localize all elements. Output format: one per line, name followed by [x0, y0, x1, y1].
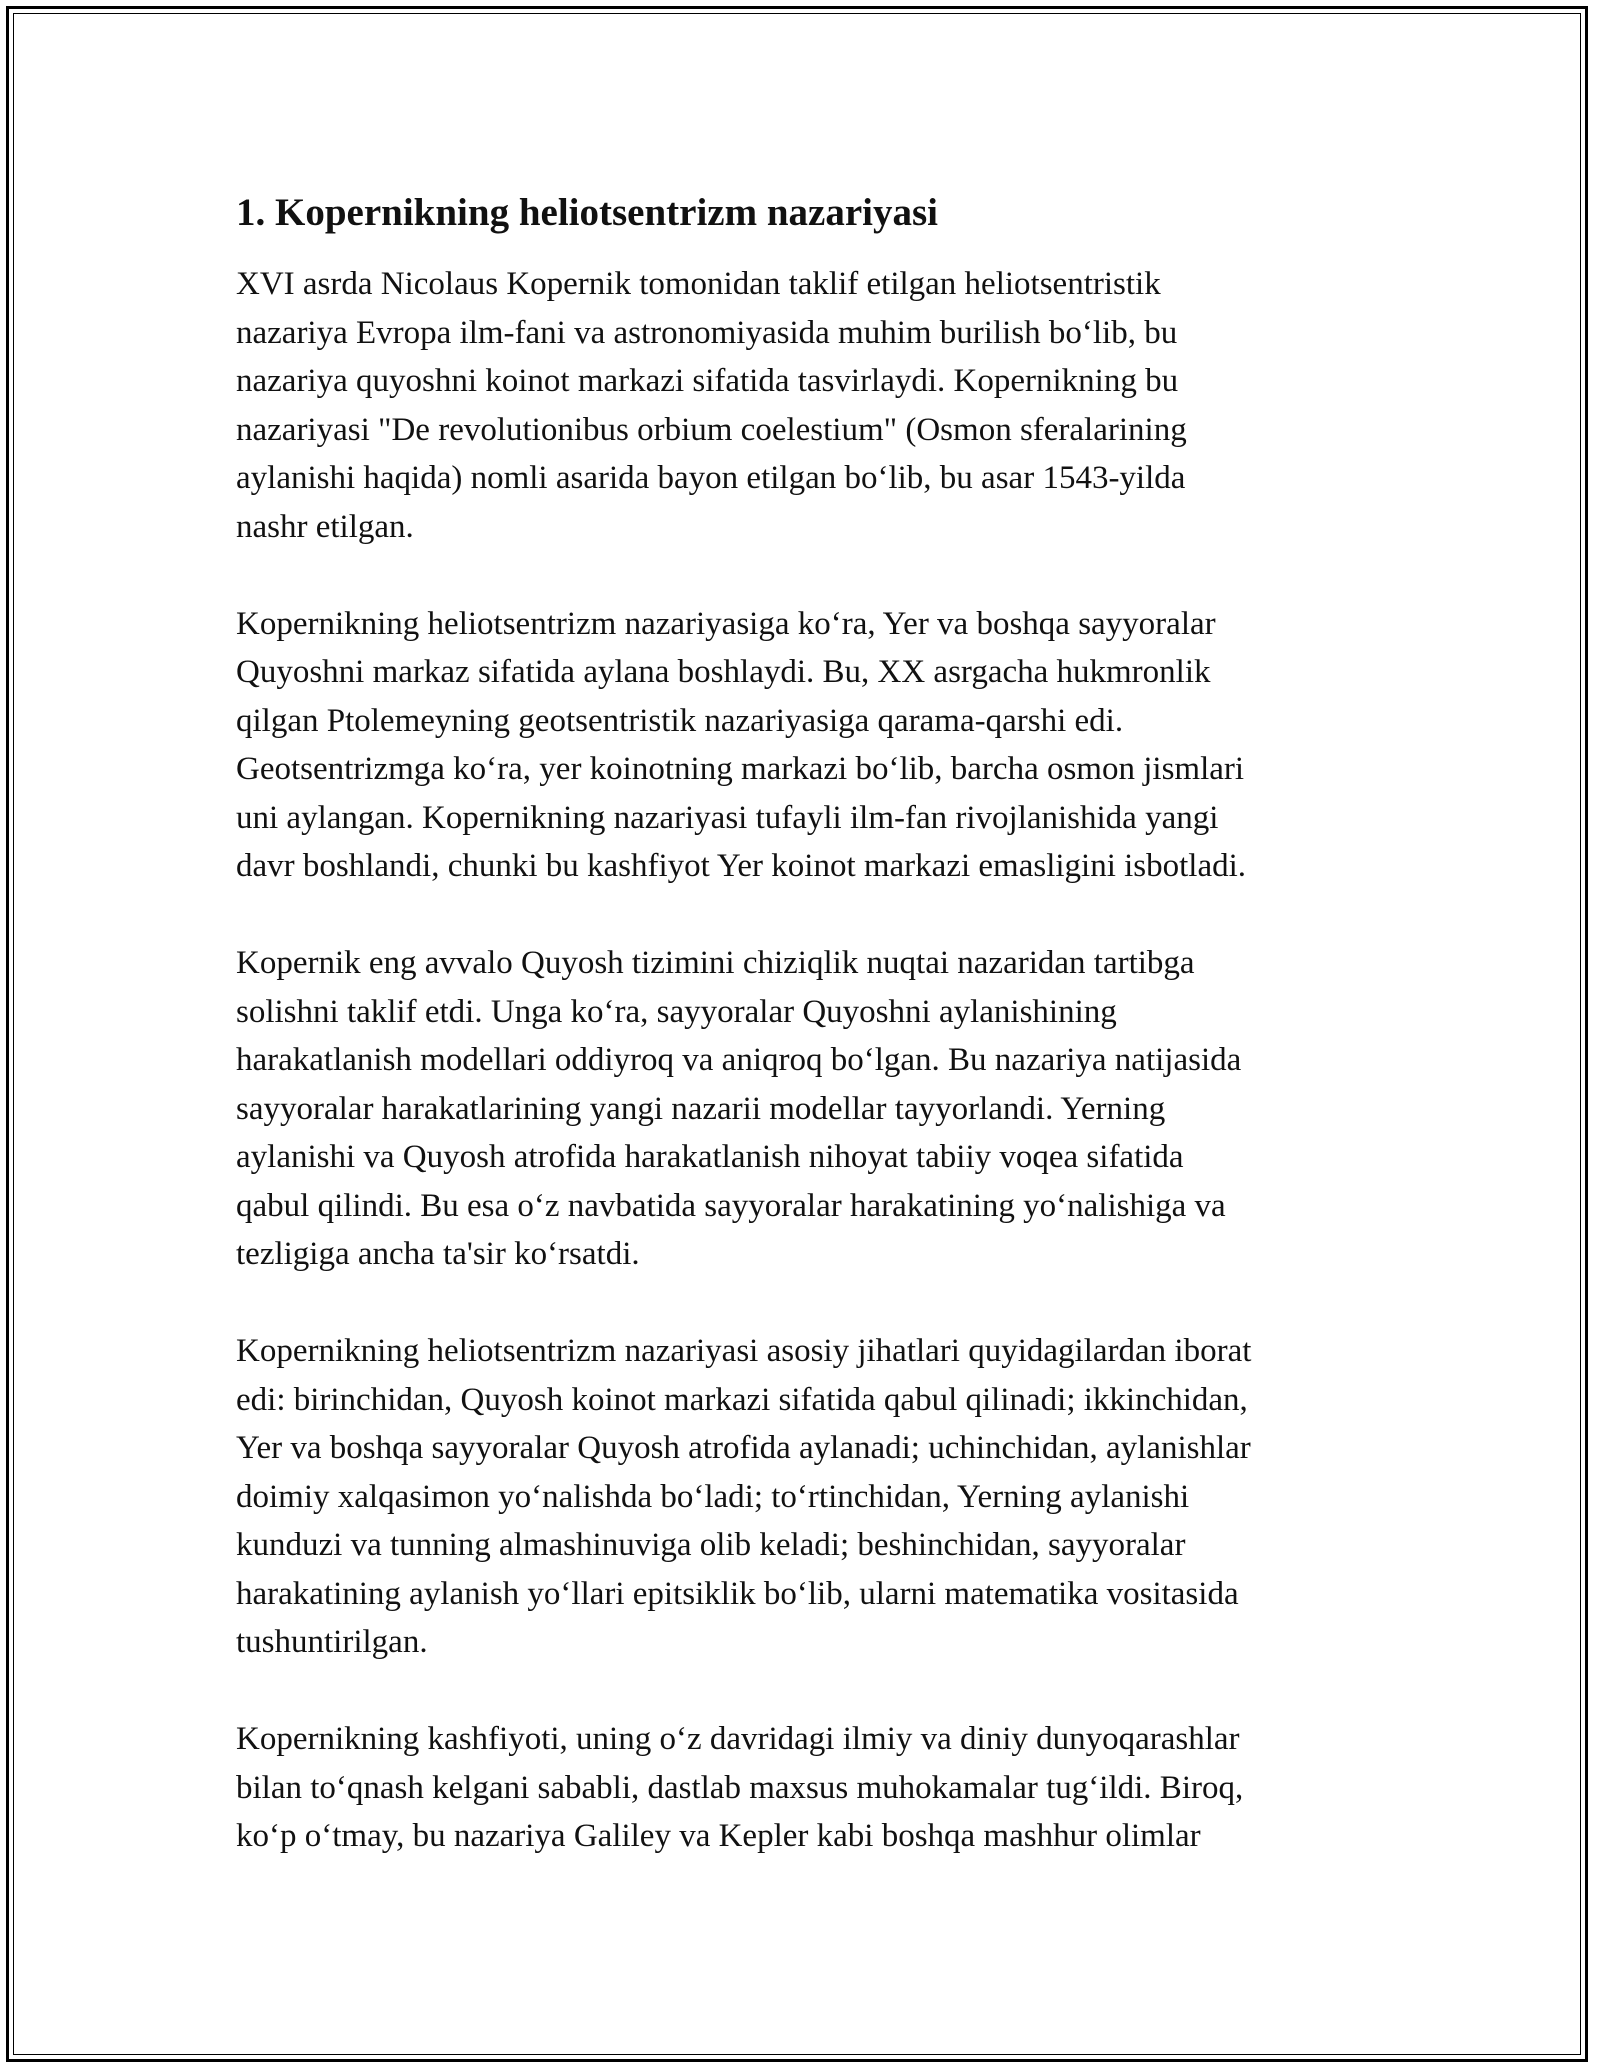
text-line: sayyoralar harakatlarining yangi nazarii modellar tayyorlandi. Yerning: [236, 1090, 1166, 1127]
paragraph: [236, 600, 1376, 891]
text-line: Geotsentrizmga ko‘ra, yer koinotning markazi bo‘lib, barcha osmon jismlari: [236, 751, 1245, 787]
text-line: nazariya Evropa ilm-fani va astronomiyasida muhim burilish bo‘lib, bu: [236, 314, 1178, 351]
paragraph: [236, 939, 1376, 1279]
text-line: Kopernik eng avvalo Quyosh tizimini chiziqlik nuqtai nazaridan tartibga: [236, 945, 1195, 981]
text-line: harakatlanish modellari oddiyroq va aniqroq bo‘lgan. Bu nazariya natijasida: [236, 1042, 1242, 1078]
text-line: qabul qilindi. Bu esa o‘z navbatida sayyoralar harakatining yo‘nalishiga va: [236, 1187, 1226, 1224]
text-line: doimiy xalqasimon yo‘nalishda bo‘ladi; to‘rtinchidan, Yerning aylanishi: [236, 1478, 1190, 1515]
text-line: bilan to‘qnash kelgani sababli, dastlab maxsus muhokamalar tug‘ildi. Biroq,: [236, 1769, 1244, 1806]
paragraph-spacer: [236, 1667, 1376, 1716]
text-line: qilgan Ptolemeyning geotsentristik nazariyasiga qarama-qarshi edi.: [236, 702, 1124, 739]
text-line: davr boshlandi, chunki bu kashfiyot Yer koinot markazi emasligini isbotladi.: [236, 848, 1247, 884]
text-line: edi: birinchidan, Quyosh koinot markazi sifatida qabul qilinadi; ikkinchidan,: [236, 1381, 1248, 1418]
paragraph-spacer: [236, 891, 1376, 940]
text-line: XVI asrda Nicolaus Kopernik tomonidan taklif etilgan heliotsentristik: [236, 266, 1161, 302]
text-line: uni aylangan. Kopernikning nazariyasi tufayli ilm-fan rivojlanishida yangi: [236, 799, 1219, 836]
text-line: solishni taklif etdi. Unga ko‘ra, sayyoralar Quyoshni aylanishining: [236, 993, 1117, 1030]
text-line: aylanishi haqida) nomli asarida bayon etilgan bo‘lib, bu asar 1543-yilda: [236, 460, 1186, 496]
section-heading: 1. Kopernikning heliotsentrizm nazariyasi: [236, 191, 938, 234]
text-line: kunduzi va tunning almashinuviga olib keladi; beshinchidan, sayyoralar: [236, 1527, 1186, 1563]
paragraph-spacer: [236, 551, 1376, 600]
text-line: aylanishi va Quyosh atrofida harakatlanish nihoyat tabiiy voqea sifatida: [236, 1139, 1184, 1175]
paragraph: [236, 1715, 1376, 1861]
text-line: nashr etilgan.: [236, 508, 414, 545]
paragraph: [236, 260, 1376, 551]
text-line: Yer va boshqa sayyoralar Quyosh atrofida aylanadi; uchinchidan, aylanishlar: [236, 1430, 1251, 1466]
document-body: [236, 186, 1376, 1861]
text-line: harakatining aylanish yo‘llari epitsiklik bo‘lib, ularni matematika vositasida: [236, 1575, 1239, 1612]
paragraph-spacer: [236, 1279, 1376, 1328]
text-line: tezligiga ancha ta'sir ko‘rsatdi.: [236, 1236, 640, 1272]
text-line: Kopernikning heliotsentrizm nazariyasi asosiy jihatlari quyidagilardan iborat: [236, 1333, 1252, 1369]
text-line: nazariyasi "De revolutionibus orbium coelestium" (Osmon sferalarining: [236, 411, 1187, 448]
text-line: Kopernikning kashfiyoti, uning o‘z davridagi ilmiy va diniy dunyoqarashlar: [236, 1721, 1240, 1757]
paragraph: [236, 1327, 1376, 1667]
text-line: Quyoshni markaz sifatida aylana boshlaydi. Bu, XX asrgacha hukmronlik: [236, 654, 1211, 690]
text-line: Kopernikning heliotsentrizm nazariyasiga ko‘ra, Yer va boshqa sayyoralar: [236, 605, 1216, 642]
text-line: ko‘p o‘tmay, bu nazariya Galiley va Kepler kabi boshqa mashhur olimlar: [236, 1818, 1201, 1854]
text-line: nazariya quyoshni koinot markazi sifatida tasvirlaydi. Kopernikning bu: [236, 363, 1179, 399]
text-line: tushuntirilgan.: [236, 1624, 428, 1660]
